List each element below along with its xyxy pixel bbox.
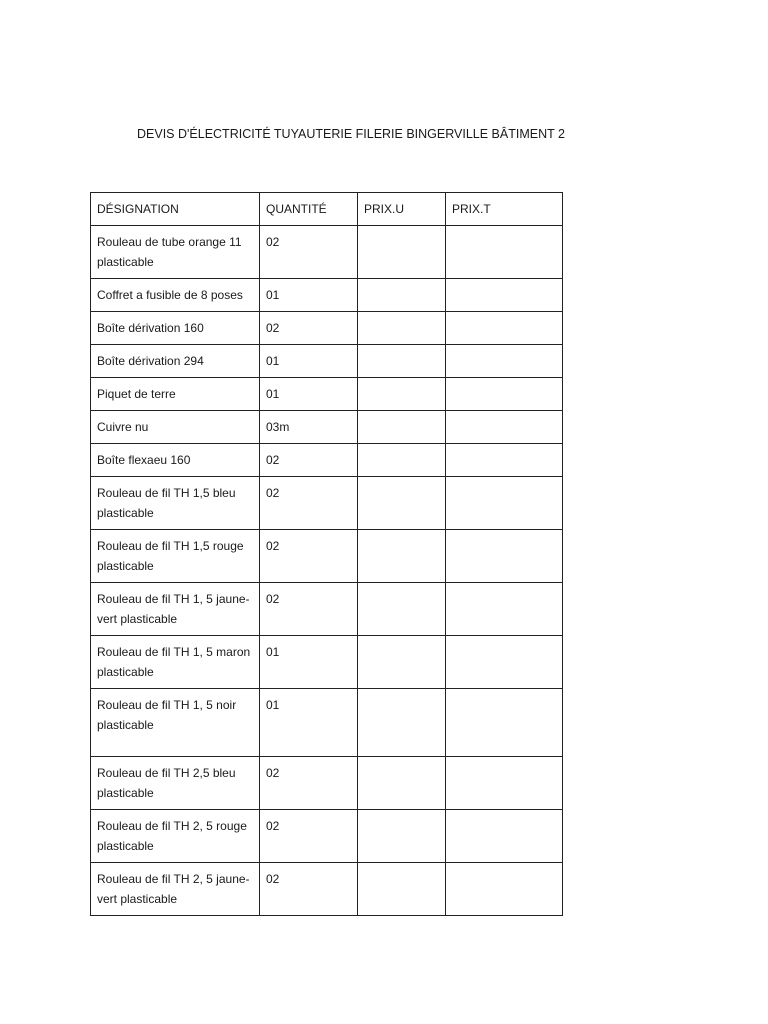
table-row [91,810,563,863]
cell-quantite: 02 [260,477,358,530]
table-row [91,226,563,279]
cell-prix-total [446,477,563,530]
cell-prix-unitaire [358,279,446,312]
header-quantite: QUANTITÉ [260,193,358,226]
cell-prix-unitaire [358,530,446,583]
cell-prix-unitaire [358,689,446,757]
cell-quantite: 01 [260,279,358,312]
cell-designation: Rouleau de fil TH 1,5 bleu plasticable [91,477,260,530]
cell-prix-unitaire [358,810,446,863]
cell-prix-total [446,810,563,863]
cell-prix-unitaire [358,636,446,689]
cell-quantite: 01 [260,636,358,689]
table-row [91,583,563,636]
cell-quantite: 02 [260,810,358,863]
cell-designation: Rouleau de tube orange 11 plasticable [91,226,260,279]
cell-quantite: 02 [260,863,358,916]
cell-designation: Boîte dérivation 160 [91,312,260,345]
table-row [91,689,563,757]
cell-prix-total [446,279,563,312]
cell-quantite: 02 [260,583,358,636]
table-row [91,444,563,477]
cell-designation: Boîte dérivation 294 [91,345,260,378]
cell-designation: Rouleau de fil TH 1,5 rouge plasticable [91,530,260,583]
cell-prix-unitaire [358,444,446,477]
cell-quantite: 02 [260,530,358,583]
cell-quantite: 01 [260,345,358,378]
header-prix-total: PRIX.T [446,193,563,226]
cell-prix-unitaire [358,863,446,916]
cell-prix-total [446,757,563,810]
cell-prix-unitaire [358,757,446,810]
table-row [91,279,563,312]
cell-prix-total [446,411,563,444]
cell-prix-total [446,345,563,378]
cell-prix-total [446,226,563,279]
table-row [91,345,563,378]
header-designation: DÉSIGNATION [91,193,260,226]
cell-prix-total [446,444,563,477]
cell-prix-total [446,863,563,916]
cell-prix-total [446,636,563,689]
cell-prix-total [446,689,563,757]
cell-quantite: 02 [260,757,358,810]
cell-prix-total [446,378,563,411]
cell-designation: Rouleau de fil TH 1, 5 jaune-vert plasticable [91,583,260,636]
table-header-row [91,193,563,226]
cell-quantite: 02 [260,312,358,345]
cell-prix-unitaire [358,226,446,279]
cell-prix-unitaire [358,411,446,444]
cell-prix-total [446,530,563,583]
cell-quantite: 01 [260,378,358,411]
table-row [91,312,563,345]
cell-prix-unitaire [358,583,446,636]
cell-prix-unitaire [358,378,446,411]
header-prix-unitaire: PRIX.U [358,193,446,226]
cell-prix-total [446,312,563,345]
cell-prix-unitaire [358,477,446,530]
cell-designation: Rouleau de fil TH 2, 5 rouge plasticable [91,810,260,863]
table-row [91,757,563,810]
cell-designation: Coffret a fusible de 8 poses [91,279,260,312]
table-row [91,378,563,411]
cell-designation: Rouleau de fil TH 1, 5 maron plasticable [91,636,260,689]
cell-designation: Rouleau de fil TH 2,5 bleu plasticable [91,757,260,810]
cell-quantite: 02 [260,444,358,477]
table-row [91,636,563,689]
table-row [91,530,563,583]
cell-designation: Cuivre nu [91,411,260,444]
table-row [91,863,563,916]
cell-designation: Rouleau de fil TH 1, 5 noir plasticable [91,689,260,757]
cell-quantite: 01 [260,689,358,757]
cell-designation: Rouleau de fil TH 2, 5 jaune-vert plasticable [91,863,260,916]
quote-table [90,192,563,916]
cell-prix-unitaire [358,312,446,345]
cell-quantite: 03m [260,411,358,444]
table-row [91,411,563,444]
cell-designation: Boîte flexaeu 160 [91,444,260,477]
cell-designation: Piquet de terre [91,378,260,411]
document-title: DEVIS D'ÉLECTRICITÉ TUYAUTERIE FILERIE BINGERVILLE BÂTIMENT 2 [137,127,565,141]
cell-prix-unitaire [358,345,446,378]
cell-prix-total [446,583,563,636]
table-row [91,477,563,530]
cell-quantite: 02 [260,226,358,279]
